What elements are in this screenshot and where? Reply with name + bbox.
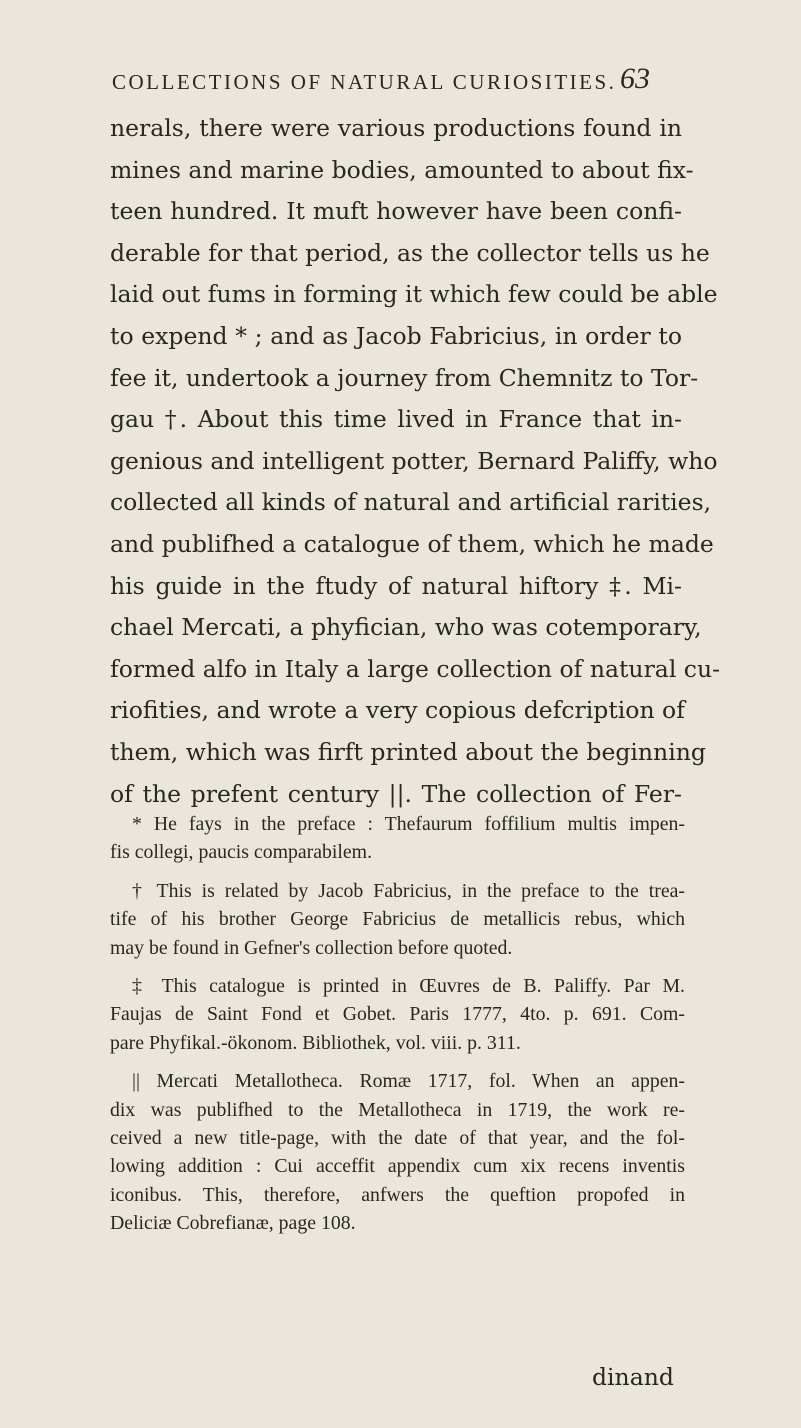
footnote-star: [110, 810, 685, 867]
catchword: dinand: [592, 1363, 674, 1391]
footnote-line: † This is related by Jacob Fabricius, in the preface to the trea-: [132, 879, 685, 902]
body-line: formed alfo in Italy a large collection of natural cu-: [110, 654, 721, 683]
footnote-double-dagger: [110, 972, 685, 1057]
body-line: mines and marine bodies, amounted to about fix-: [110, 155, 694, 184]
footnote-line: may be found in Gefner's collection before quoted.: [110, 936, 513, 959]
footnote-line: tife of his brother George Fabricius de metallicis rebus, which: [110, 908, 685, 931]
body-line: collected all kinds of natural and artificial rarities,: [110, 488, 712, 517]
footnote-line: ‡ This catalogue is printed in Œuvres de B. Paliffy. Par M.: [132, 975, 685, 998]
body-line: them, which was firft printed about the beginning: [110, 737, 706, 766]
body-line: nerals, there were various productions found in: [110, 114, 682, 142]
body-line: of the prefent century ||. The collection of Fer-: [110, 779, 682, 808]
footnote-parallel: [110, 1067, 685, 1237]
body-line: riofities, and wrote a very copious defcription of: [110, 696, 685, 725]
body-line: and publifhed a catalogue of them, which he made: [110, 529, 714, 558]
body-line: gau †. About this time lived in France that in-: [110, 405, 682, 434]
footnote-line: * He fays in the preface : Thefaurum foffilium multis impen-: [132, 813, 685, 835]
footnote-line: fis collegi, paucis comparabilem.: [110, 841, 373, 864]
body-line: laid out fums in forming it which few could be able: [110, 280, 718, 309]
body-text: [110, 108, 721, 815]
footnote-dagger: [110, 877, 685, 962]
running-title: COLLECTIONS OF NATURAL CURIOSITIES.: [112, 70, 617, 94]
footnote-line: dix was publifhed to the Metallotheca in 1719, the work re-: [110, 1098, 685, 1121]
body-line: teen hundred. It muft however have been confi-: [110, 197, 682, 226]
footnote-line: Deliciæ Cobrefianæ, page 108.: [110, 1212, 356, 1235]
body-line: derable for that period, as the collector tells us he: [110, 238, 710, 267]
footnote-line: ceived a new title-page, with the date of that year, and the fol-: [110, 1127, 685, 1150]
footnote-line: lowing addition : Cui acceffit appendix cum xix recens inventis: [110, 1155, 685, 1178]
footnote-line: Faujas de Saint Fond et Gobet. Paris 1777, 4to. p. 691. Com-: [110, 1003, 685, 1026]
body-line: fee it, undertook a journey from Chemnitz to Tor-: [110, 363, 699, 392]
footnotes: [110, 810, 685, 1248]
body-line: his guide in the ftudy of natural hiftory ‡. Mi-: [110, 571, 682, 600]
body-line: chael Mercati, a phyfician, who was cotemporary,: [110, 613, 702, 642]
page-number: 63: [620, 62, 650, 95]
footnote-line: pare Phyfikal.-ökonom. Bibliothek, vol. viii. p. 311.: [110, 1031, 521, 1054]
footnote-line: iconibus. This, therefore, anfwers the queftion propofed in: [110, 1183, 685, 1206]
body-line: to expend * ; and as Jacob Fabricius, in order to: [110, 321, 682, 350]
body-line: genious and intelligent potter, Bernard Paliffy, who: [110, 446, 718, 475]
footnote-line: || Mercati Metallotheca. Romæ 1717, fol. When an appen-: [132, 1070, 685, 1093]
